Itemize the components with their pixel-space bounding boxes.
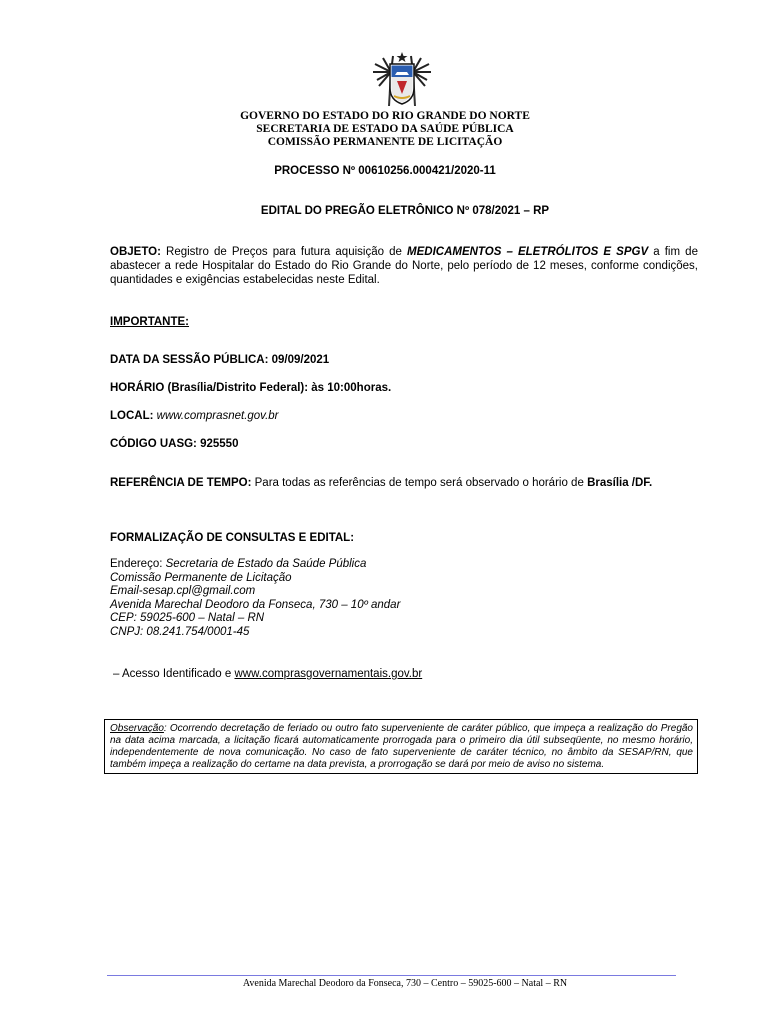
location-url[interactable]: www.comprasnet.gov.br (156, 410, 279, 422)
header-line-government: GOVERNO DO ESTADO DO RIO GRANDE DO NORTE (240, 110, 530, 122)
object-item: MEDICAMENTOS – ELETRÓLITOS E SPGV (407, 246, 649, 258)
header-line-secretariat: SECRETARIA DE ESTADO DA SAÚDE PÚBLICA (256, 123, 514, 135)
time-reference-paragraph (110, 476, 698, 490)
address-cnpj: CNPJ: 08.241.754/0001-45 (110, 625, 250, 638)
important-heading: IMPORTANTE: (110, 316, 190, 328)
access-link[interactable]: www.comprasgovernamentais.gov.br (234, 668, 423, 680)
observation-label: Observação (110, 723, 164, 734)
footer-address: Avenida Marechal Deodoro da Fonseca, 730 – Centro – 59025-600 – Natal – RN (242, 978, 568, 989)
observation-text: : Ocorrendo decretação de feriado ou outro fato superveniente de caráter público, que impeça a realização do Pregão na data acima marcada, a licitação ficará automaticamente prorrogada para o primeiro dia útil subseqüente, no mesmo horário, independentemente de nova comunicação. No caso de fato superveniente de caráter técnico, no âmbito da SESAP/RN, que também impeça a realização do certame na data prevista, a prorrogação se dará por meio de aviso no sistema. (110, 723, 693, 770)
address-label: Endereço: (110, 558, 163, 570)
time-reference-label: REFERÊNCIA DE TEMPO: (110, 477, 252, 489)
session-time: HORÁRIO (Brasília/Distrito Federal): às 10:00horas. (110, 382, 392, 394)
location-line (110, 409, 698, 423)
footer-divider (107, 975, 676, 976)
time-reference-text: Para todas as referências de tempo será observado o horário de (254, 477, 584, 489)
object-label: OBJETO: (110, 246, 161, 258)
object-text-end: a fim de abastecer a rede Hospitalar do Estado do Rio Grande do Norte, pelo período de 12 meses, conforme condições, quantidades e exigências estabelecidas neste Edital. (110, 246, 698, 286)
edital-title: EDITAL DO PREGÃO ELETRÔNICO Nº 078/2021 – RP (260, 205, 550, 217)
header-line-commission: COMISSÃO PERMANENTE DE LICITAÇÃO (267, 136, 503, 148)
process-number: PROCESSO Nº 00610256.000421/2020-11 (274, 165, 496, 177)
observation-box (104, 719, 698, 774)
access-line (113, 667, 701, 681)
address-postal-code: CEP: 59025-600 – Natal – RN (110, 612, 265, 625)
header (0, 110, 770, 149)
address-line-4: Avenida Marechal Deodoro da Fonseca, 730 – 10º andar (110, 598, 401, 611)
session-date: DATA DA SESSÃO PÚBLICA: 09/09/2021 (110, 354, 330, 366)
address-line-1: Secretaria de Estado da Saúde Pública (165, 558, 367, 570)
coat-of-arms-icon (369, 50, 435, 108)
uasg-code: CÓDIGO UASG: 925550 (110, 438, 239, 450)
address-line-2: Comissão Permanente de Licitação (110, 571, 292, 584)
access-prefix: – Acesso Identificado e (113, 668, 232, 680)
consultation-heading: FORMALIZAÇÃO DE CONSULTAS E EDITAL: (110, 532, 355, 544)
address-block (110, 558, 698, 640)
object-paragraph (110, 245, 698, 287)
location-label: LOCAL: (110, 410, 154, 422)
time-reference-emphasis: Brasília /DF. (587, 477, 653, 489)
address-email[interactable]: Email-sesap.cpl@gmail.com (110, 585, 256, 598)
object-text-start: Registro de Preços para futura aquisição de (166, 246, 402, 258)
